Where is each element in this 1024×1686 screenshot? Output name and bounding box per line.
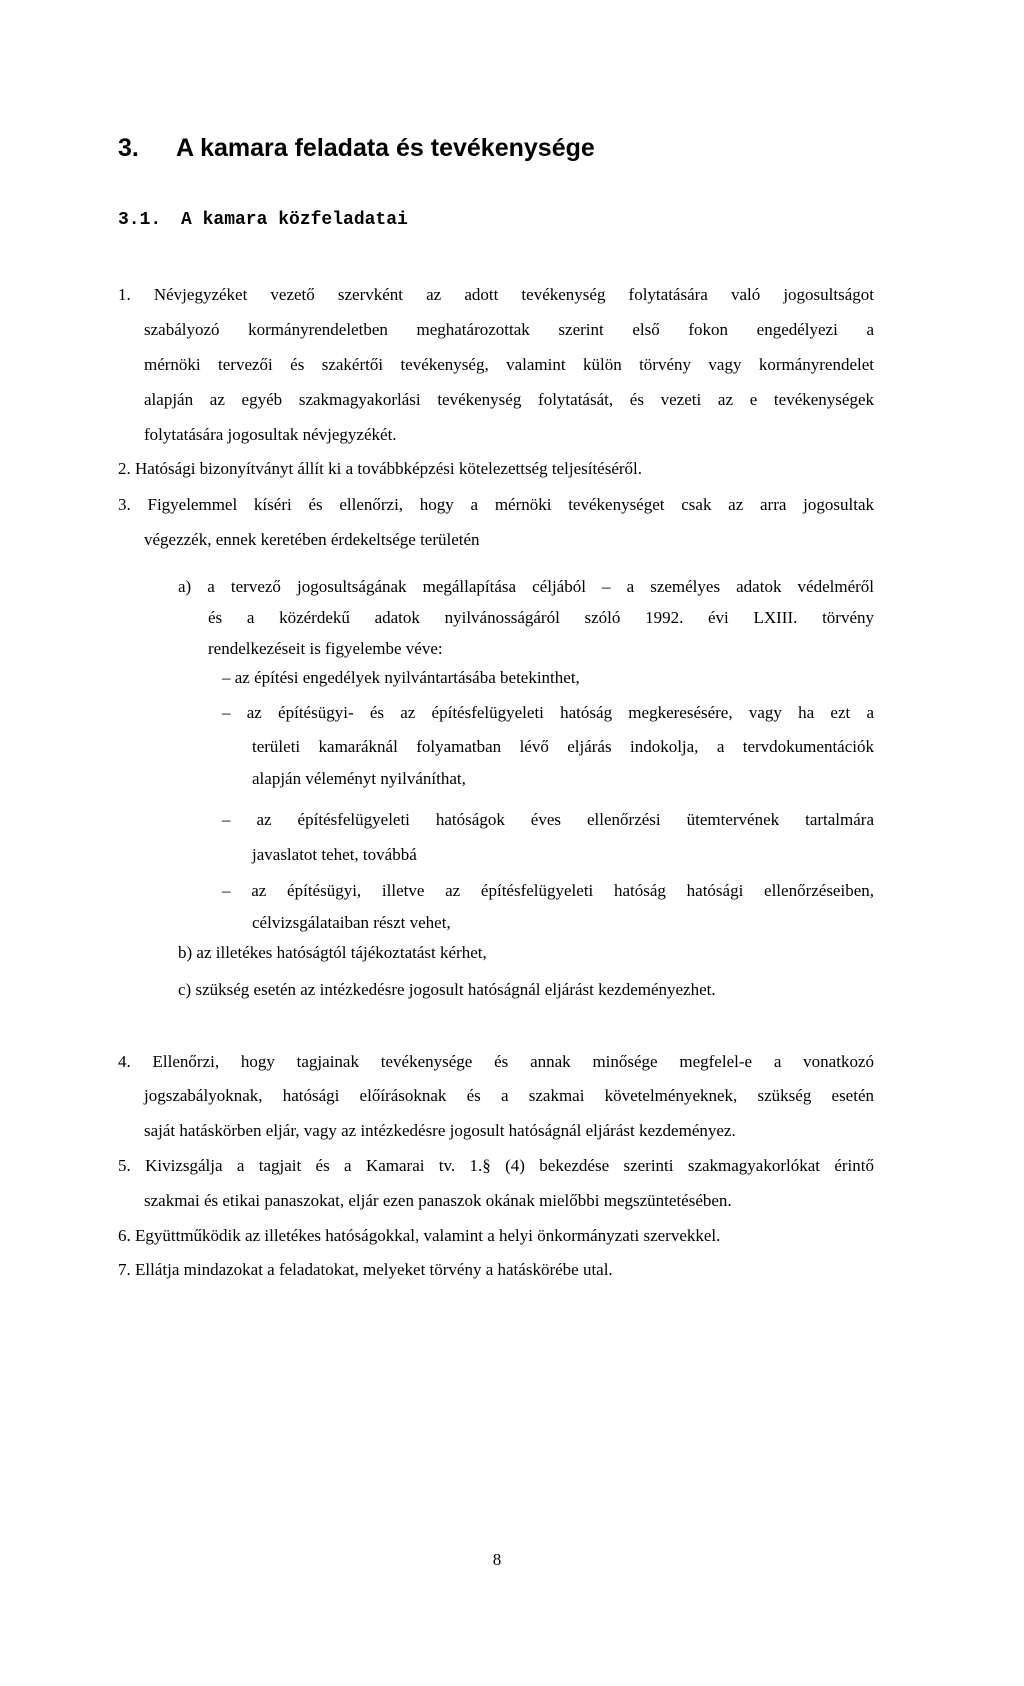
text-line: szakmai és etikai panaszokat, eljár ezen panaszok okának mielőbbi megszüntetésében. xyxy=(144,1191,732,1210)
text-line: mérnöki tervezői és szakértői tevékenység, valamint külön törvény vagy kormányrendelet xyxy=(144,355,874,374)
text-line: 5. Kivizsgálja a tagjait és a Kamarai tv. 1.§ (4) bekezdése szerinti szakmagyakorlókat érintő xyxy=(118,1156,874,1175)
text-line: saját hatáskörben eljár, vagy az intézkedésre jogosult hatóságnál eljárást kezdeményez. xyxy=(144,1121,736,1140)
text-line: folytatására jogosultak névjegyzékét. xyxy=(144,425,397,444)
text-line: jogszabályoknak, hatósági előírásoknak és a szakmai követelményeknek, szükség esetén xyxy=(144,1086,874,1105)
text-line: 4. Ellenőrzi, hogy tagjainak tevékenysége és annak minősége megfelel-e a vonatkozó xyxy=(118,1052,874,1071)
text-line: 3. Figyelemmel kíséri és ellenőrzi, hogy a mérnöki tevékenységet csak az arra jogosultak xyxy=(118,495,874,514)
text-line: – az építésügyi- és az építésfelügyeleti hatóság megkeresésére, vagy ha ezt a xyxy=(222,703,874,722)
text-line: – az építési engedélyek nyilvántartásába betekinthet, xyxy=(222,668,580,687)
text-line: és a közérdekű adatok nyilvánosságáról szóló 1992. évi LXIII. törvény xyxy=(208,608,874,627)
text-line: a) a tervező jogosultságának megállapítása céljából – a személyes adatok védelméről xyxy=(178,577,874,596)
subsection-number: 3.1. xyxy=(118,210,162,230)
text-line: célvizsgálataiban részt vehet, xyxy=(252,913,451,932)
section-number: 3. xyxy=(118,134,139,162)
subsection-title: A kamara közfeladatai xyxy=(181,210,408,230)
section-title: A kamara feladata és tevékenysége xyxy=(176,134,595,162)
text-line: 6. Együttműködik az illetékes hatóságokkal, valamint a helyi önkormányzati szervekkel. xyxy=(118,1226,721,1245)
text-line: – az építésfelügyeleti hatóságok éves ellenőrzési ütemtervének tartalmára xyxy=(222,810,874,829)
text-line: alapján az egyéb szakmagyakorlási tevékenység folytatását, és vezeti az e tevékenységek xyxy=(144,390,874,409)
subsection-heading xyxy=(118,210,408,230)
section-heading xyxy=(118,134,595,163)
text-line: c) szükség esetén az intézkedésre jogosult hatóságnál eljárást kezdeményezhet. xyxy=(178,980,716,999)
text-line: 2. Hatósági bizonyítványt állít ki a továbbképzési kötelezettség teljesítéséről. xyxy=(118,459,643,478)
text-line: rendelkezéseit is figyelembe véve: xyxy=(208,639,443,658)
text-line: javaslatot tehet, továbbá xyxy=(252,845,417,864)
text-line: területi kamaráknál folyamatban lévő eljárás indokolja, a tervdokumentációk xyxy=(252,737,874,756)
text-line: 1. Névjegyzéket vezető szervként az adott tevékenység folytatására való jogosultságot xyxy=(118,285,874,304)
text-line: – az építésügyi, illetve az építésfelügyeleti hatóság hatósági ellenőrzéseiben, xyxy=(222,881,874,900)
text-line: alapján véleményt nyilváníthat, xyxy=(252,769,466,788)
text-line: szabályozó kormányrendeletben meghatározottak szerint első fokon engedélyezi a xyxy=(144,320,874,339)
text-line: b) az illetékes hatóságtól tájékoztatást kérhet, xyxy=(178,943,487,962)
text-line: végezzék, ennek keretében érdekeltsége területén xyxy=(144,530,480,549)
page-number: 8 xyxy=(492,1550,502,1569)
text-line: 7. Ellátja mindazokat a feladatokat, melyeket törvény a hatáskörébe utal. xyxy=(118,1260,613,1279)
